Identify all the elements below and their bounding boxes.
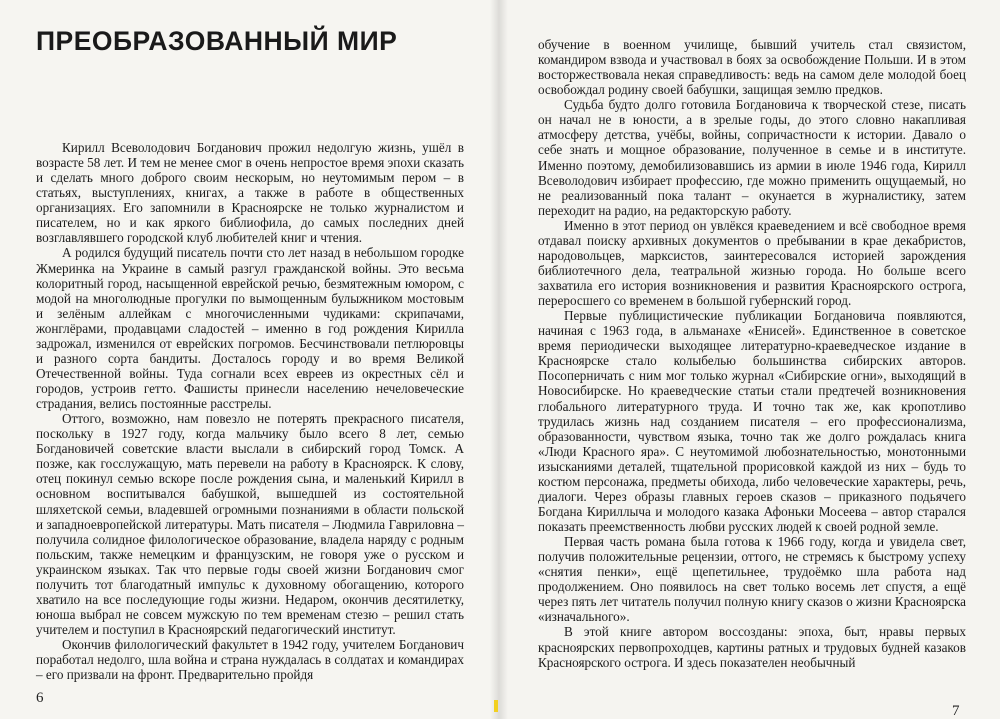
left-page (0, 0, 498, 719)
bookmark-ribbon (494, 700, 498, 712)
paragraph: Оттого, возможно, нам повезло не потерять прекрасного писателя, поскольку в 1927 году, когда мальчику было всего 8 лет, семью Богдановичей советские власти выслали в сибирский город Томск. А позже, как госслужащую, мать перевели на работу в Красноярск. К слову, отец покинул семью вскоре после рождения сына, и маленький Кирилл в основном воспитывался бабушкой, вышедшей из состоятельной шляхетской семьи, владевшей огромными познаниями в области польской и западноевропейской литературы. Мать писателя – Людмила Гавриловна – получила солидное филологическое образование, владела наряду с родным польским, также немецким и французским, не говоря уже о русском и украинском языках. Так что первые годы своей жизни Богданович смог получить тот благодатный импульс к духовному обогащению, которого хватило на все последующие годы жизни. Недаром, окончив десятилетку, юноша выбрал не совсем мужскую по тем временам стезю – решил стать учителем и поступил в Красноярский педагогический институт. (36, 411, 464, 637)
paragraph: В этой книге автором воссозданы: эпоха, быт, нравы первых красноярских первопроходцев, картины ратных и трудовых будней казаков Красноярского острога. И здесь показателен необычный (538, 624, 966, 670)
left-page-text (36, 140, 464, 682)
book-gutter-shadow (490, 0, 508, 719)
right-page-text (538, 37, 966, 670)
paragraph: Кирилл Всеволодович Богданович прожил недолгую жизнь, ушёл в возрасте 58 лет. И тем не менее смог в очень непростое время эпохи сказать и сделать много доброго своим нескорым, но неутомимым пером – в статьях, выступлениях, книгах, а также в работе в общественных организациях. Его запомнили в Красноярске не только журналистом и писателем, но и как яркого библиофила, до самых последних дней возглавлявшего городской клуб любителей книг и чтения. (36, 140, 464, 246)
chapter-title: ПРЕОБРАЗОВАННЫЙ МИР (36, 26, 398, 56)
paragraph: Окончив филологический факультет в 1942 году, учителем Богданович поработал недолго, шла война и страна нуждалась в солдатах и командирах – его призвали на фронт. Предварительно пройдя (36, 637, 464, 683)
paragraph: Именно в этот период он увлёкся краеведением и всё свободное время отдавал поиску архивных документов о пребывании в крае декабристов, народовольцев, марксистов, заинтересовался историей зарождения библиотечного дела, театральной жизнью города. Но больше всего захватила его история возникновения и развития Красноярского острога, переросшего со временем в большой губернский город. (538, 217, 966, 309)
paragraph: А родился будущий писатель почти сто лет назад в небольшом городке Жмеринка на Украине в самый разгул гражданской войны. Это весьма колоритный город, насыщенной еврейской речью, безмятежным юмором, с модой на многолюдные прогулки по вымощенным булыжником мостовым и зелёным аллейкам с многочисленными чудиками: скрипачами, жонглёрами, продавцами сладостей – именно в год рождения Кирилла задрожал, изменился от еврейских погромов. Бесчинствовали петлюровцы и разного сорта бандиты. Досталось городу и во время Великой Отечественной войны. Туда согнали всех евреев из окрестных сёл и городов, устроив гетто. Фашисты принесли населению нечеловеческие страдания, велись постоянные расстрелы. (36, 245, 464, 412)
page-number-right: 7 (952, 703, 960, 719)
paragraph: Судьба будто долго готовила Богдановича к творческой стезе, писать он начал не в юности, а в зрелые годы, до этого словно накапливая атмосферу детства, учёбы, войны, сопричастности к истории. Давало о себе знать и мощное образование, полученное в семье и в институте. Именно поэтому, демобилизовавшись из армии в июле 1946 года, Кирилл Всеволодович избирает профессию, где можно применить ощущаемый, но не реализованный пока талант – окунается в журналистику, затем переходит на радио, на редакторскую работу. (538, 97, 966, 218)
paragraph: Первые публицистические публикации Богдановича появляются, начиная с 1963 года, в альманахе «Енисей». Единственное в советское время периодически выходящее литературно-краеведческое издание в Красноярске стало колыбелью большинства сибирских авторов. Посоперничать с ним мог только журнал «Сибирские огни», выходящий в Новосибирске. Но краеведческие статьи стали предтечей возникновения глобального литературного труда. И точно так же, как кропотливо трудилась жизнь над созданием писателя – его профессионализма, образованности, чувством языка, точно так же долго рождалась книга «Люди Красного яра». С неутомимой любознательностью, монотонными изысканиями деталей, тщательной прорисовкой каждой из них – будь то костюм персонажа, предметы обихода, либо человеческие характеры, речь, диалоги. Через образы главных героев сказов – приказного подьячего Богдана Кириллыча и молодого казака Афоньки Мосеева – автор старался показать преемственность любви русских людей к своей родной земле. (538, 308, 966, 534)
paragraph: Первая часть романа была готова к 1966 году, когда и увидела свет, получив положительные рецензии, оттого, не стремясь к быстрому успеху «снятия пенки», ещё щепетильнее, трудоёмко шла работа над продолжением. Оно появилось на свет только восемь лет спустя, а ещё через пять лет читатель получил полную книгу сказов о жизни Красноярска «изначального». (538, 534, 966, 625)
page-number-left: 6 (36, 690, 44, 706)
paragraph-continuation: обучение в военном училище, бывший учитель стал связистом, командиром взвода и участвовал в боях за освобождение Польши. И в этом восторжествовала некая справедливость: ведь на самом деле молодой боец освобождал родину своей бабушки, защищая землю предков. (538, 37, 966, 98)
right-page (498, 0, 1000, 719)
